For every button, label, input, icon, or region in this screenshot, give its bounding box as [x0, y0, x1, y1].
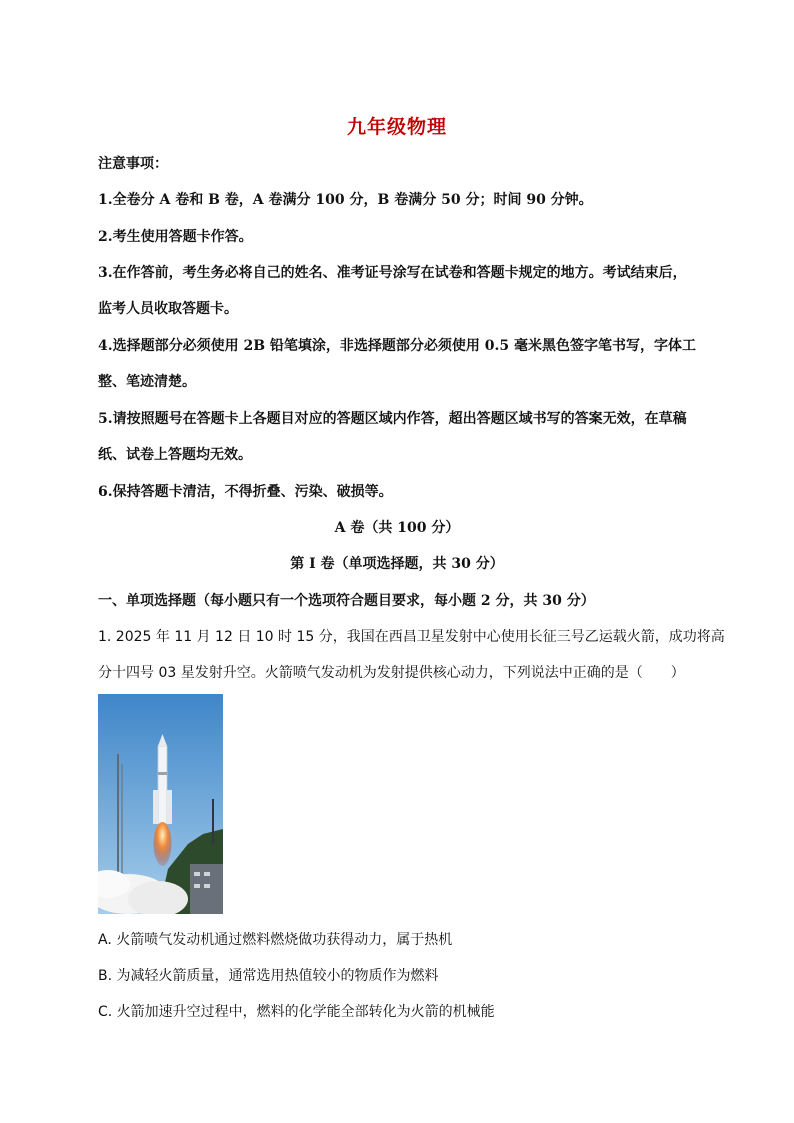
question-1-text: 分十四号 03 星发射升空。火箭喷气发动机为发射提供核心动力，下列说法中正确的是（ ）: [98, 665, 685, 681]
notice-line: 监考人员收取答题卡。: [98, 301, 238, 317]
rocket-launch-illustration: [98, 694, 223, 914]
question-1-text: 1. 2025 年 11 月 12 日 10 时 15 分，我国在西昌卫星发射中心使用长征三号乙运载火箭，成功将高: [98, 629, 725, 645]
notice-line: 整、笔迹清楚。: [98, 374, 196, 390]
notice-line: 4.选择题部分必须使用 2B 铅笔填涂，非选择题部分必须使用 0.5 毫米黑色签字笔书写，字体工: [98, 338, 697, 354]
notice-line: 1.全卷分 A 卷和 B 卷，A 卷满分 100 分，B 卷满分 50 分；时间 90 分钟。: [98, 192, 593, 208]
notice-heading: 注意事项：: [98, 156, 168, 172]
option-a: A. 火箭喷气发动机通过燃料燃烧做功获得动力，属于热机: [98, 932, 453, 948]
notice-line: 2.考生使用答题卡作答。: [98, 229, 253, 245]
option-b: B. 为减轻火箭质量，通常选用热值较小的物质作为燃料: [98, 968, 439, 984]
notice-line: 3.在作答前，考生务必将自己的姓名、准考证号涂写在试卷和答题卡规定的地方。考试结束后，: [98, 265, 687, 281]
option-c: C. 火箭加速升空过程中，燃料的化学能全部转化为火箭的机械能: [98, 1004, 495, 1020]
notice-line: 6.保持答题卡清洁，不得折叠、污染、破损等。: [98, 484, 393, 500]
notice-line: 纸、试卷上答题均无效。: [98, 447, 252, 463]
part-1-heading: 第 I 卷（单项选择题，共 30 分）: [290, 556, 504, 572]
page-title: 九年级物理: [346, 116, 447, 138]
notice-line: 5.请按照题号在答题卡上各题目对应的答题区域内作答，超出答题区域书写的答案无效，在草稿: [98, 411, 687, 427]
section-a-heading: A 卷（共 100 分）: [334, 520, 460, 536]
question-group-heading: 一、单项选择题（每小题只有一个选项符合题目要求，每小题 2 分，共 30 分）: [98, 593, 595, 609]
rocket-launch-image: [98, 694, 223, 914]
